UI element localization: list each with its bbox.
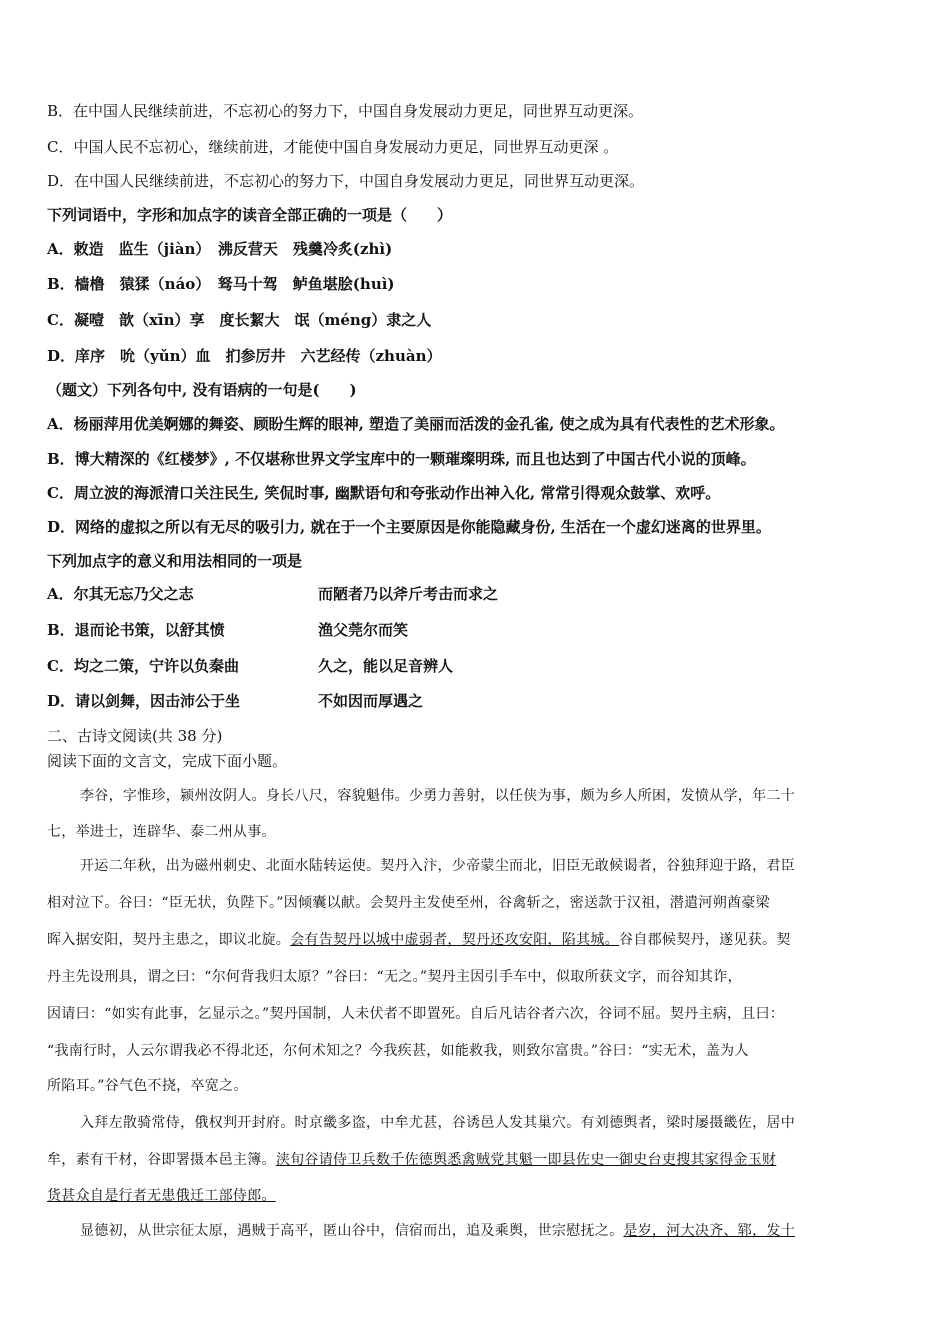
option-d-line: D．网络的虚拟之所以有无尽的吸引力, 就在于一个主要原因是你能隐藏身份, 生活在一个虚幻迷离的世界里。 [47, 518, 771, 536]
question-stem: 下列加点字的意义和用法相同的一项是 [47, 552, 303, 570]
passage-line: 所陷耳。”谷气色不挠，卒宽之。 [47, 1078, 248, 1094]
option-a-line [47, 584, 499, 604]
option-left: A．尔其无忘乃父之志 [47, 585, 194, 603]
section-heading: 二、古诗文阅读(共 38 分) [47, 727, 223, 745]
option-a-line: A．杨丽萍用优美婀娜的舞姿、顾盼生辉的眼神, 塑造了美丽而活泼的金孔雀, 使之成为具有代表性的艺术形象。 [47, 415, 785, 433]
passage-line: 七，举进士，连辟华、泰二州从事。 [47, 824, 276, 840]
passage-line [80, 1221, 795, 1241]
option-c-line: C．周立波的海派清口关注民生, 笑侃时事, 幽默语句和夸张动作出神入化, 常常引得观众鼓掌、欢呼。 [47, 484, 721, 502]
underlined-sentence: 会有告契丹以城中虚弱者，契丹还攻安阳，陷其城。 [290, 932, 620, 948]
option-left: D．请以剑舞，因击沛公于坐 [47, 692, 241, 710]
underlined-sentence: 货甚众自是行者无患俄迁工部侍郎。 [47, 1188, 276, 1204]
passage-line: “我南行时，人云尔谓我必不得北还，尔何术知之？今我疾甚，如能救我，则致尔富贵。”谷曰：“实无术，盖为人 [47, 1043, 749, 1059]
passage-line: 开运二年秋，出为磁州刺史、北面水陆转运使。契丹入汴，少帝蒙尘而北，旧臣无敢候谒者，谷独拜迎于路，君臣 [80, 858, 795, 874]
passage-text: 显德初，从世宗征太原，遇贼于高平，匿山谷中，信宿而出，追及乘舆，世宗慰抚之。 [80, 1223, 624, 1239]
option-b-line: B．樯橹 猿猱（náo） 驽马十驾 鲈鱼堪脍(huì) [47, 275, 395, 293]
passage-line: 因请曰：“如实有此事，乞显示之。”契丹国制，人未伏者不即置死。自后凡诘谷者六次，谷词不屈。契丹主病，且曰： [47, 1006, 785, 1022]
passage-line [47, 1186, 276, 1206]
option-c-line [47, 656, 454, 676]
passage-line [47, 1150, 776, 1170]
option-left: C．均之二策，宁许以负秦曲 [47, 657, 239, 675]
passage-line: 入拜左散骑常侍，俄权判开封府。时京畿多盗，中牟尤甚，谷诱邑人发其巢穴。有刘德舆者，梁时屡摄畿佐，居中 [80, 1115, 795, 1131]
option-b-line: B．在中国人民继续前进，不忘初心的努力下，中国自身发展动力更足，同世界互动更深。 [47, 102, 644, 120]
option-left: B．退而论书策，以舒其愤 [47, 621, 225, 639]
option-b-line [47, 620, 409, 640]
passage-text: 谷自郡候契丹，遂见获。契 [619, 932, 791, 948]
passage-line: 丹主先设刑具，谓之曰：“尔何背我归太原？”谷曰：“无之。”契丹主因引手车中，似取所获文字，而谷知其诈， [47, 969, 742, 985]
option-right: 渔父莞尔而笑 [318, 621, 409, 639]
question-stem: 下列词语中，字形和加点字的读音全部正确的一项是（ ） [47, 206, 453, 224]
section-intro: 阅读下面的文言文，完成下面小题。 [47, 752, 288, 770]
passage-line [47, 930, 791, 950]
option-c-line: C．中国人民不忘初心，继续前进，才能使中国自身发展动力更足，同世界互动更深 。 [47, 138, 619, 156]
underlined-sentence: 是岁，河大决齐、郓，发十 [623, 1223, 796, 1239]
option-a-line: A．敕造 监生（jiàn） 沸反营天 残羹冷炙(zhì) [47, 240, 393, 258]
passage-line: 李谷，字惟珍，颍州汝阴人。身长八尺，容貌魁伟。少勇力善射，以任侠为事，颇为乡人所困，发愤从学，年二十 [80, 788, 795, 804]
question-stem: （题文）下列各句中, 没有语病的一句是( ) [47, 381, 357, 399]
underlined-sentence: 浃旬谷请侍卫兵数千佐德舆悉禽贼党其魁一即县佐史一御史台吏搜其家得金玉财 [275, 1152, 777, 1168]
option-d-line: D．在中国人民继续前进，不忘初心的努力下，中国自身发展动力更足，同世界互动更深。 [47, 172, 645, 190]
option-right: 不如因而厚遇之 [318, 692, 424, 710]
passage-text: 晖入据安阳，契丹主患之，即议北旋。 [47, 932, 291, 948]
option-right: 而陋者乃以斧斤考击而求之 [318, 585, 499, 603]
passage-text: 牟，素有干材，谷即署摄本邑主簿。 [47, 1152, 276, 1168]
option-right: 久之，能以足音辨人 [318, 657, 454, 675]
passage-line: 相对泣下。谷曰：“臣无状，负陛下。”因倾囊以献。会契丹主发使至州，谷禽斩之，密送款于汉祖，潜遣河朔酋豪梁 [47, 895, 770, 911]
option-d-line: D．庠序 吮（yǔn）血 扪参厉井 六艺经传（zhuàn） [47, 347, 442, 365]
option-d-line [47, 691, 424, 711]
option-b-line: B．博大精深的《红楼梦》, 不仅堪称世界文学宝库中的一颗璀璨明珠, 而且也达到了中国古代小说的顶峰。 [47, 450, 756, 468]
option-c-line: C．凝噎 歆（xīn）享 度长絜大 氓（méng）隶之人 [47, 311, 432, 329]
